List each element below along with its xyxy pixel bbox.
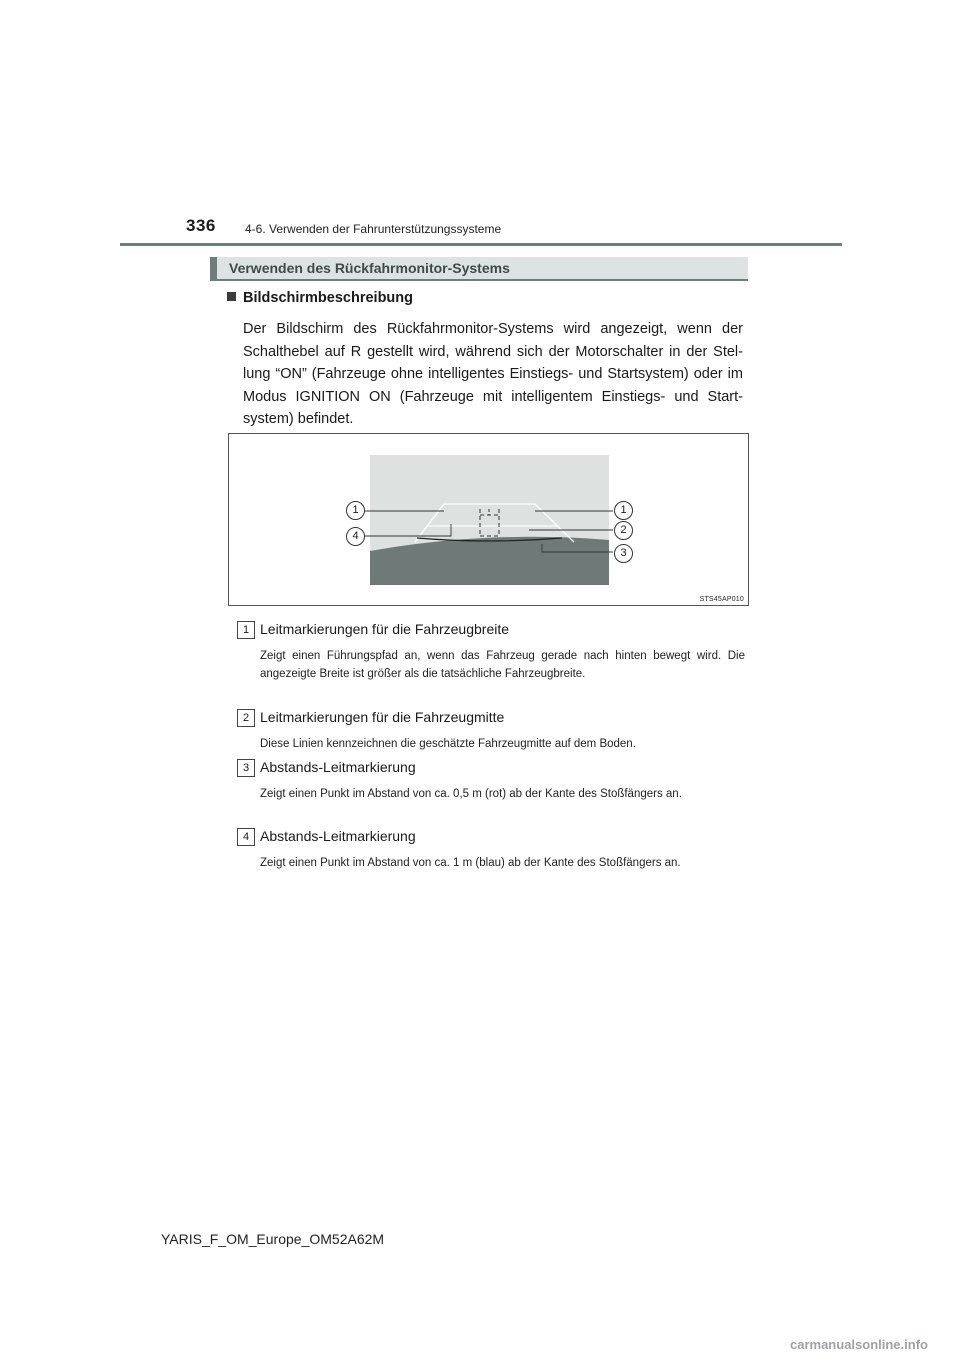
section-heading-bar <box>210 257 748 281</box>
legend-item-title: Leitmarkierungen für die Fahrzeugmitte <box>260 709 505 725</box>
legend-item-description: Zeigt einen Punkt im Abstand von ca. 1 m (blau) ab der Kante des Stoßfängers an. <box>260 857 681 869</box>
legend-number-badge: 2 <box>237 709 255 727</box>
callout-1-left: 1 <box>346 501 365 520</box>
legend-item-title: Leitmarkierungen für die Fahrzeugbreite <box>260 621 510 637</box>
header-divider <box>120 243 842 246</box>
callout-4: 4 <box>346 527 365 546</box>
callout-2: 2 <box>614 521 633 540</box>
legend-item-title: Abstands-Leitmarkierung <box>260 759 416 775</box>
legend-item-description: Zeigt einen Führungspfad an, wenn das Fahrzeug gerade nach hinten bewegt wird. Die angezeigte Breite ist größer als die tatsächliche Fahrzeugbreite. <box>260 650 745 680</box>
callout-1-right: 1 <box>614 501 633 520</box>
section-title: Verwenden des Rückfahrmonitor-Systems <box>229 260 510 276</box>
figure-code: STS45AP010 <box>699 596 744 603</box>
watermark: carmanualsonline.info <box>790 1337 928 1352</box>
document-id-footer: YARIS_F_OM_Europe_OM52A62M <box>161 1231 385 1247</box>
legend-item-title: Abstands-Leitmarkierung <box>260 828 416 844</box>
legend-item-description: Diese Linien kennzeichnen die geschätzte Fahrzeugmitte auf dem Boden. <box>260 738 636 750</box>
legend-number-badge: 3 <box>237 759 255 777</box>
subsection-heading <box>227 290 413 306</box>
rear-view-monitor-figure <box>228 433 749 606</box>
intro-paragraph: Der Bildschirm des Rückfahrmonitor-Systems wird angezeigt, wenn der Schalthebel auf R gestellt wird, während sich der Motorschalter in der Stel- lung “ON” (Fahrzeuge ohne intelligentes Einstiegs- und Startsystem) oder im Modus IGNITION ON (Fahrzeuge mit intelligentem Einstiegs- und Start- system) befindet. <box>243 321 743 427</box>
chapter-title: 4-6. Verwenden der Fahrunterstützungssysteme <box>245 222 502 236</box>
legend-number-badge: 1 <box>237 621 255 639</box>
monitor-screen-illustration <box>229 434 748 605</box>
callout-3: 3 <box>614 544 633 563</box>
square-bullet-icon <box>227 292 236 301</box>
subsection-heading-text: Bildschirmbeschreibung <box>243 290 414 306</box>
page-number: 336 <box>186 216 216 235</box>
legend-number-badge: 4 <box>237 828 255 846</box>
legend-item-description: Zeigt einen Punkt im Abstand von ca. 0,5 m (rot) ab der Kante des Stoßfängers an. <box>260 788 682 800</box>
